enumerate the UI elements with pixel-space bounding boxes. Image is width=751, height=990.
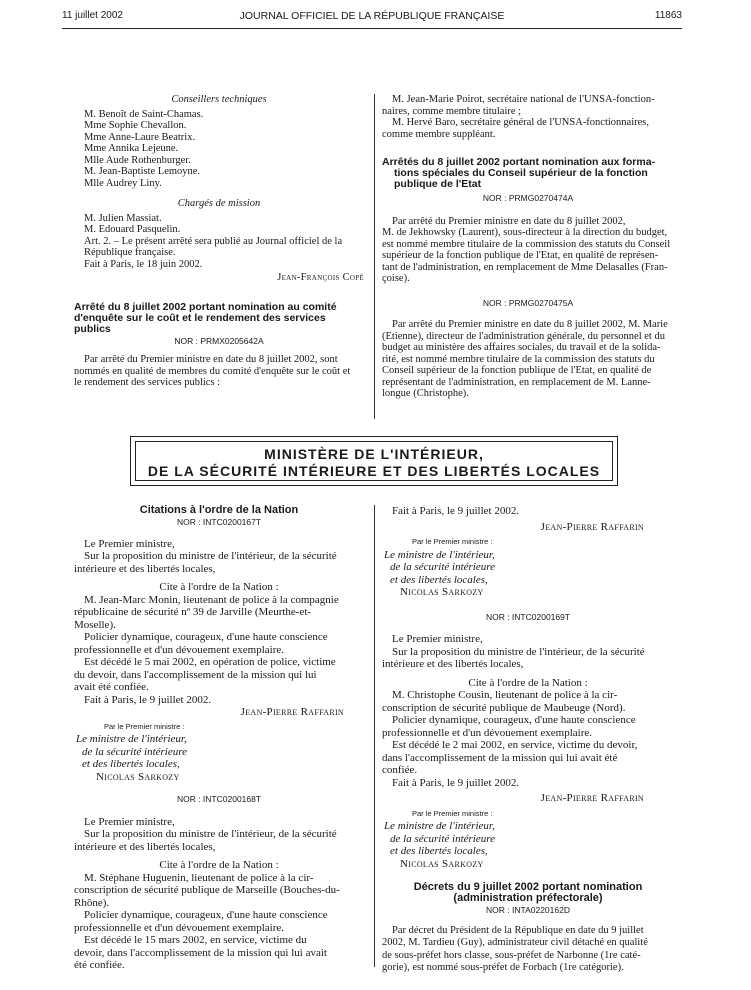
text-line: devoir, dans l'accomplissement de la mission qui lui avait: [74, 946, 327, 959]
fait-line: Fait à Paris, le 18 juin 2002.: [84, 258, 203, 270]
signature-raffarin: Jean-Pierre Raffarin: [240, 706, 344, 718]
text-line: Par arrêté du Premier ministre en date du 8 juillet 2002, M. Marie: [392, 319, 668, 330]
list-item: Mlle Audrey Liny.: [84, 177, 162, 189]
text-line: M. Christophe Cousin, lieutenant de police à la cir-: [392, 689, 618, 701]
arrete-title-line: publics: [74, 322, 111, 335]
list-item: M. Jean-Baptiste Lemoyne.: [84, 166, 201, 177]
premier-ministre: Le Premier ministre,: [392, 633, 483, 645]
fait-line: Fait à Paris, le 9 juillet 2002.: [392, 505, 520, 517]
ministry-line-1: MINISTÈRE DE L'INTÉRIEUR,: [264, 446, 484, 462]
ministre-line: Le ministre de l'intérieur,: [384, 820, 495, 832]
fait-line: Fait à Paris, le 9 juillet 2002.: [392, 776, 520, 789]
text-line: longue (Christophe).: [382, 388, 469, 399]
intro-line: comme membre suppléant.: [382, 128, 496, 140]
nor-reference: NOR : INTC0200168T: [176, 794, 262, 804]
signature-sarkozy: Nicolas Sarkozy: [400, 586, 484, 598]
article-2-line: République française.: [84, 247, 176, 258]
ministre-line: de la sécurité intérieure: [82, 745, 187, 758]
text-line: conscription de sécurité publique de Marseille (Bouches-du-: [74, 884, 340, 896]
nor-reference: NOR : INTC0200167T: [176, 517, 262, 527]
text-line: dans l'accomplissement de la mission qui lui avait été: [382, 751, 618, 764]
page-header: [62, 10, 682, 50]
text-line: été confiée.: [74, 959, 125, 971]
charges-heading: Chargés de mission: [177, 198, 261, 209]
arrete-title-line: d'enquête sur le coût et le rendement des services: [74, 311, 326, 324]
text-line: supérieur de la fonction publique de l'Etat, en qualité de représen-: [382, 250, 659, 261]
text-line: Par arrêté du Premier ministre en date du 8 juillet 2002,: [392, 215, 626, 227]
decrets-title-line: (administration préfectorale): [453, 892, 603, 904]
text-line: Sur la proposition du ministre de l'intérieur, de la sécurité: [84, 550, 337, 562]
text-line: avait été confiée.: [74, 681, 149, 693]
decret-text-line: 2002, M. Tardieu (Guy), administrateur civil détaché en qualité: [382, 937, 648, 948]
decret-text-line: de sous-préfet hors classe, sous-préfet de Narbonne (1re caté-: [382, 949, 641, 961]
text-line: M. Stéphane Huguenin, lieutenant de police à la cir-: [84, 871, 314, 884]
text-line: confiée.: [382, 764, 418, 776]
text-line: professionnelle et d'un dévouement exemplaire.: [74, 921, 284, 934]
text-line: rité, est nommé membre titulaire de la commission des statuts du: [382, 353, 655, 365]
text-line: conscription de sécurité publique de Maubeuge (Nord).: [382, 701, 626, 714]
signature-sarkozy: Nicolas Sarkozy: [400, 857, 484, 870]
list-item: M. Benoît de Saint-Chamas.: [84, 108, 204, 120]
text-line: professionnelle et d'un dévouement exemplaire.: [382, 726, 592, 739]
signature-raffarin: Jean-Pierre Raffarin: [540, 792, 644, 804]
ministre-line: et des libertés locales,: [82, 758, 180, 770]
intro-line: M. Hervé Baro, secrétaire général de l'UNSA-fonctionnaires,: [392, 117, 649, 128]
intro-line: naires, comme membre titulaire ;: [382, 105, 522, 117]
text-line: républicaine de sécurité nº 39 de Jarville (Meurthe-et-: [74, 606, 312, 618]
fait-line: Fait à Paris, le 9 juillet 2002.: [84, 693, 212, 706]
journal-title: JOURNAL OFFICIEL DE LA RÉPUBLIQUE FRANÇAISE: [239, 10, 505, 22]
nor-reference: NOR : INTA0220162D: [486, 905, 570, 915]
text-line: Sur la proposition du ministre de l'intérieur, de la sécurité: [84, 828, 337, 840]
top-right-column: [382, 94, 674, 400]
cite-line: Cite à l'ordre de la Nation :: [159, 859, 279, 871]
arrete-text-line: Par arrêté du Premier ministre en date du 8 juillet 2002, sont: [84, 354, 338, 365]
ministre-line: de la sécurité intérieure: [390, 561, 495, 573]
text-line: du devoir, dans l'accomplissement de la mission qui lui: [74, 668, 317, 681]
decret-text-line: Par décret du Président de la République en date du 9 juillet: [392, 924, 644, 936]
text-line: Rhône).: [74, 896, 110, 909]
text-line: intérieure et des libertés locales,: [74, 562, 216, 575]
ministry-line-2: DE LA SÉCURITÉ INTÉRIEURE ET DES LIBERTÉS LOCALES: [147, 463, 601, 479]
header-rule: [62, 28, 682, 29]
bottom-left-column: [74, 505, 364, 972]
conseillers-heading: Conseillers techniques: [171, 94, 267, 105]
top-left-column: [74, 94, 364, 389]
arrete-text-line: le rendement des services publics :: [74, 377, 221, 388]
text-line: M. de Jekhowsky (Laurent), sous-directeur à la direction du budget,: [382, 227, 668, 238]
list-item: Mme Anne-Laure Beatrix.: [84, 131, 196, 143]
cite-line: Cite à l'ordre de la Nation :: [159, 581, 279, 593]
text-line: Conseil supérieur de la fonction publique de l'Etat, en qualité de: [382, 365, 652, 376]
text-line: Sur la proposition du ministre de l'intérieur, de la sécurité: [392, 645, 645, 658]
bottom-right-column: [382, 505, 674, 975]
text-line: budget au ministère des affaires sociales, du travail et de la solida-: [382, 342, 661, 353]
ministre-line: de la sécurité intérieure: [390, 832, 495, 845]
nor-reference: NOR : PRMG0270475A: [482, 297, 574, 308]
decret-text-line: gorie), est nommé sous-préfet de Forbach (1re catégorie).: [382, 962, 624, 973]
signature-raffarin: Jean-Pierre Raffarin: [540, 520, 644, 533]
text-line: çoise).: [382, 273, 410, 284]
list-item: M. Julien Massiat.: [84, 212, 162, 224]
text-line: est nommé membre titulaire de la commission des statuts du Conseil: [382, 238, 671, 250]
text-line: Policier dynamique, courageux, d'une haute conscience: [84, 631, 328, 643]
article-2-line: Art. 2. – Le présent arrêté sera publié au Journal officiel de la: [84, 235, 343, 247]
column-divider-top: [374, 94, 375, 419]
text-line: Est décédé le 15 mars 2002, en service, victime du: [84, 934, 307, 946]
ministre-line: Le ministre de l'intérieur,: [384, 548, 495, 561]
issue-date: 11 juillet 2002: [62, 10, 123, 21]
list-item: M. Edouard Pasquelin.: [84, 224, 181, 235]
premier-ministre: Le Premier ministre,: [84, 537, 175, 550]
text-line: Policier dynamique, courageux, d'une haute conscience: [392, 714, 636, 726]
ministre-line: et des libertés locales,: [390, 573, 488, 586]
text-line: tant de l'administration, en remplacement de Mme Delasalles (Fran-: [382, 261, 668, 273]
text-line: Policier dynamique, courageux, d'une haute conscience: [84, 909, 328, 921]
text-line: M. Jean-Marc Monin, lieutenant de police à la compagnie: [84, 593, 339, 606]
arrete-title-line: Arrêté du 8 juillet 2002 portant nomination au comité: [74, 300, 337, 313]
text-line: (Etienne), directeur de l'administration générale, du personnel et du: [382, 330, 665, 342]
arretes-title-line: tions spéciales du Conseil supérieur de la fonction: [394, 167, 648, 179]
list-item: Mlle Aude Rothenburger.: [84, 154, 191, 166]
text-line: intérieure et des libertés locales,: [382, 658, 524, 670]
text-line: Moselle).: [74, 618, 116, 631]
par-le-premier-ministre: Par le Premier ministre :: [412, 537, 493, 546]
signature-cope: Jean-François Copé: [277, 272, 364, 283]
list-item: Mme Annika Lejeune.: [84, 143, 179, 154]
par-le-premier-ministre: Par le Premier ministre :: [104, 721, 185, 731]
nor-reference: NOR : PRMX0205642A: [174, 335, 264, 346]
nor-reference: NOR : PRMG0270474A: [482, 193, 574, 203]
ministre-line: Le ministre de l'intérieur,: [76, 733, 187, 745]
intro-line: M. Jean-Marie Poirot, secrétaire national de l'UNSA-fonction-: [392, 94, 655, 105]
text-line: intérieure et des libertés locales,: [74, 840, 216, 853]
column-divider-bottom: [374, 505, 375, 967]
list-item: Mme Sophie Chevallon.: [84, 120, 187, 131]
cite-line: Cite à l'ordre de la Nation :: [468, 676, 588, 689]
ministry-header-box: [130, 436, 618, 486]
text-line: Est décédé le 5 mai 2002, en opération de police, victime: [84, 656, 336, 668]
nor-reference: NOR : INTC0200169T: [485, 611, 571, 622]
arrete-text-line: nommés en qualité de membres du comité d'enquête sur le coût et: [74, 365, 351, 377]
premier-ministre: Le Premier ministre,: [84, 815, 175, 828]
ministre-line: et des libertés locales,: [390, 845, 488, 857]
text-line: professionnelle et d'un dévouement exemplaire.: [74, 643, 284, 656]
decrets-title-line: Décrets du 9 juillet 2002 portant nomination: [413, 881, 643, 893]
arretes-title-line: publique de l'Etat: [394, 178, 482, 190]
ministry-inner-frame: [135, 441, 613, 481]
arretes-title-line: Arrêtés du 8 juillet 2002 portant nomination aux forma-: [382, 156, 656, 168]
signature-sarkozy: Nicolas Sarkozy: [96, 770, 180, 783]
text-line: représentant de l'administration, en remplacement de M. Lanne-: [382, 376, 651, 388]
par-le-premier-ministre: Par le Premier ministre :: [412, 808, 493, 818]
citations-title: Citations à l'ordre de la Nation: [139, 504, 299, 516]
page-number: 11863: [654, 10, 682, 21]
text-line: Est décédé le 2 mai 2002, en service, victime du devoir,: [392, 739, 638, 751]
